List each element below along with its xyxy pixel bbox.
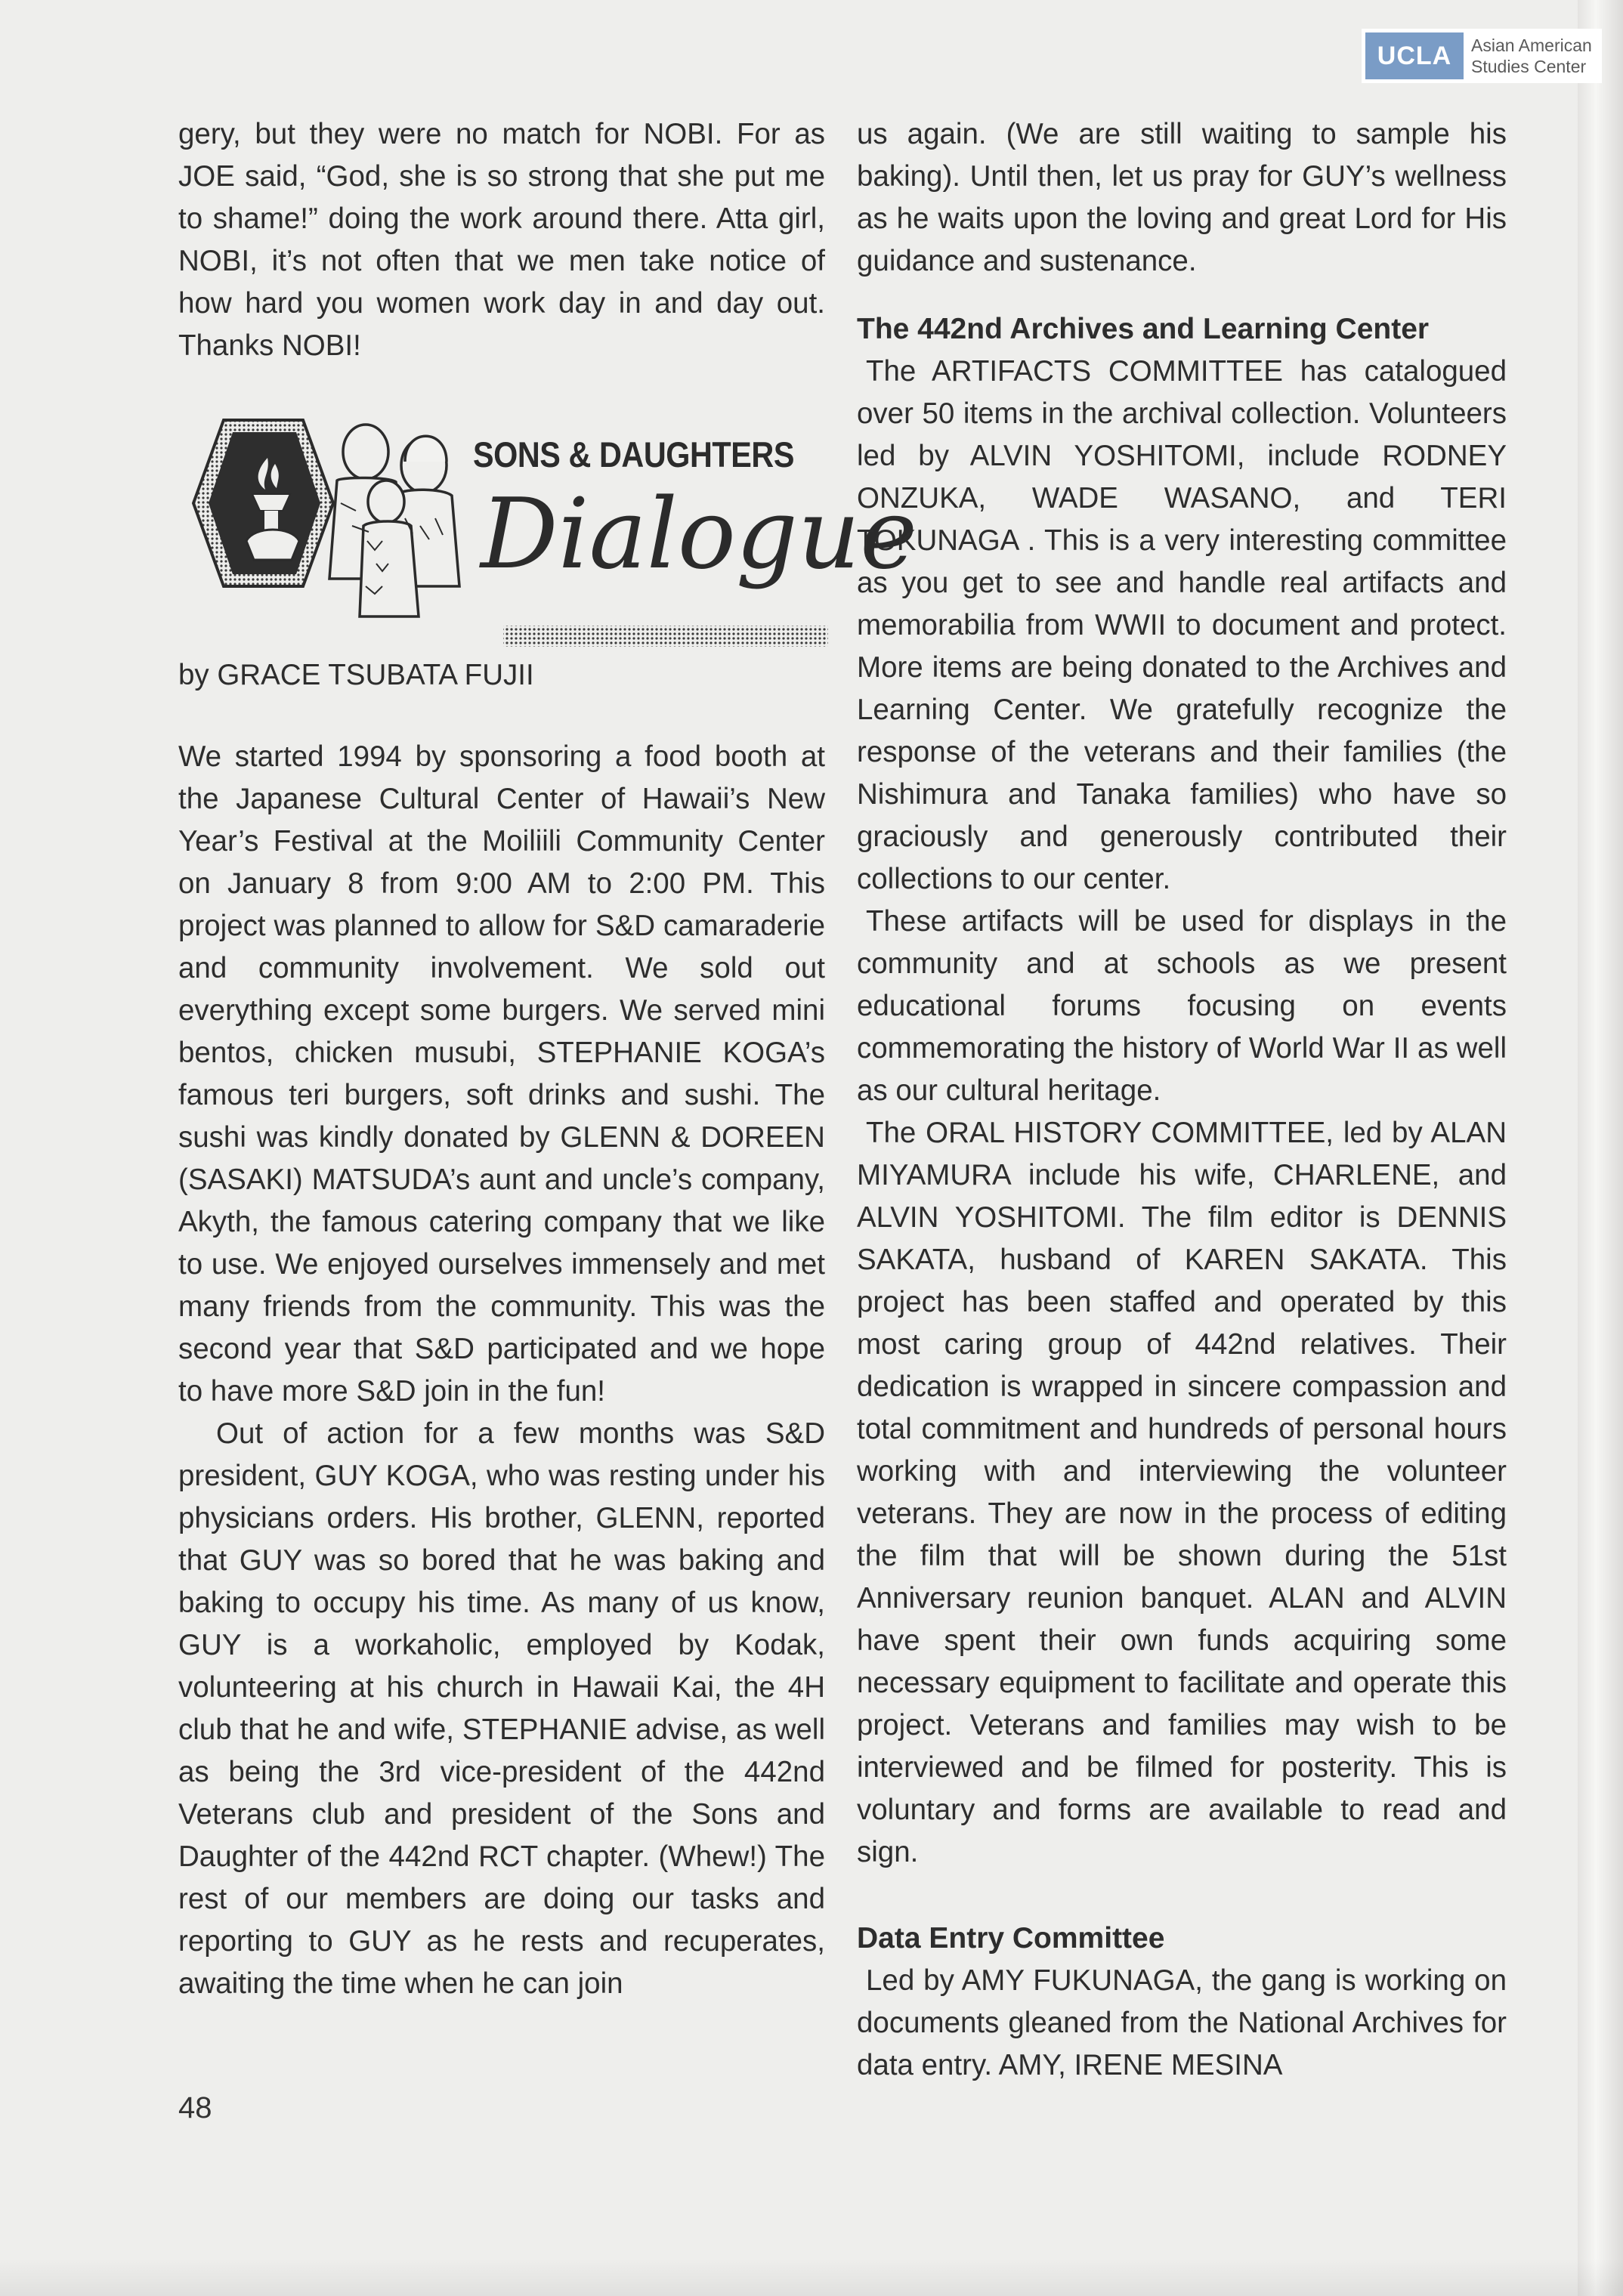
ucla-aasc-badge xyxy=(1362,29,1602,83)
heading-archives: The 442nd Archives and Learning Center xyxy=(857,313,1430,345)
left-paragraph-3: Out of action for a few months was S&D president, GUY KOGA, who was resting under his physicians orders. His brother, GLENN, reported that GUY was so bored that he was baking and baking to occupy his time. As many of us know, GUY is a workaholic, employed by Kodak, volunteering at his church in Hawaii Kai, the 4H club that he and wife, STEPHANIE advise, as well as being the 3rd vice-president of the 442nd Veterans club and president of the Sons and Daughter of the 442nd RCT chapter. (Whew!) The rest of our members are doing our tasks and reporting to GUY as he rests and recuperates, awaiting the time when he can join xyxy=(178,1417,825,2000)
badge-line-2: Studies Center xyxy=(1471,57,1587,76)
right-paragraph-5: Led by AMY FUKUNAGA, the gang is working on documents gleaned from the National Archives for data entry. AMY, IRENE MESINA xyxy=(857,1964,1507,2081)
logo-script-dialogue: Dialogue xyxy=(481,478,917,591)
badge-label xyxy=(1471,35,1592,77)
right-paragraph-4: The ORAL HISTORY COMMITTEE, led by ALAN MIYAMURA include his wife, CHARLENE, and ALVIN YOSHITOMI. The film editor is DENNIS SAKATA, husband of KAREN SAKATA. This project has been staffed and operated by this most caring group of 442nd relatives. Their dedication is wrapped in sincere compassion and total commitment and hundreds of personal hours working with and interviewing the volunteer veterans. They are now in the process of editing the film that will be shown during the 51st Anniversary reunion banquet. ALAN and ALVIN have spent their own funds acquiring some necessary equipment to facilitate and operate this project. Veterans and families may wish to be interviewed and be filmed for posterity. This is voluntary and forms are available to read and sign. xyxy=(857,1117,1507,1868)
ucla-logo: UCLA xyxy=(1365,32,1464,79)
left-paragraph-2: We started 1994 by sponsoring a food booth at the Japanese Cultural Center of Hawaii’s New Year’s Festival at the Moiliili Community Center on January 8 from 9:00 AM to 2:00 PM. This project was planned to allow for S&D camaraderie and community involvement. We sold out everything except some burgers. We served mini bentos, chicken musubi, STEPHANIE KOGA’s famous teri burgers, soft drinks and sushi. The sushi was kindly donated by GLENN & DOREEN (SASAKI) MATSUDA’s aunt and uncle’s company, Akyth, the famous catering company that we like to use. We enjoyed ourselves immensely and met many friends from the community. This was the second year that S&D participated and we hope to have more S&D join in the fun! xyxy=(178,740,825,1408)
page-number: 48 xyxy=(178,2091,212,2124)
binding-spine xyxy=(1578,0,1623,2296)
sons-daughters-dialogue-logo xyxy=(178,405,917,654)
logo-title: SONS & DAUGHTERS xyxy=(473,434,794,474)
left-column xyxy=(178,113,917,2005)
byline: by GRACE TSUBATA FUJII xyxy=(178,659,534,691)
right-paragraph-3: These artifacts will be used for displays in the community and at schools as we present educational forums focusing on events commemorating the history of World War II as well as our cultural heritage. xyxy=(857,905,1507,1107)
right-paragraph-1: us again. (We are still waiting to sample his baking). Until then, let us pray for GUY’s wellness as he waits upon the loving and great Lord for His guidance and sustenance. xyxy=(857,118,1507,277)
badge-line-1: Asian American xyxy=(1471,36,1592,55)
page-edge-shadow xyxy=(0,2258,1623,2296)
heading-data-entry: Data Entry Committee xyxy=(857,1922,1165,1955)
right-paragraph-2: The ARTIFACTS COMMITTEE has catalogued over 50 items in the archival collection. Volunteers led by ALVIN YOSHITOMI, include RODNEY ONZUKA, WADE WASANO, and TERI TOKUNAGA . This is a very interesting committee as you get to see and handle real artifacts and memorabilia from WWII to document and protect. More items are being donated to the Archives and Learning Center. We gratefully recognize the response of the veterans and their families (the Nishimura and Tanaka families) who have so graciously and generously contributed their collections to our center. xyxy=(857,355,1507,895)
right-column xyxy=(857,113,1507,2087)
left-paragraph-1: gery, but they were no match for NOBI. For as JOE said, “God, she is so strong that she put me to shame!” doing the work around there. Atta girl, NOBI, it’s not often that we men take notice of how hard you women work day in and day out. Thanks NOBI! xyxy=(178,118,825,362)
